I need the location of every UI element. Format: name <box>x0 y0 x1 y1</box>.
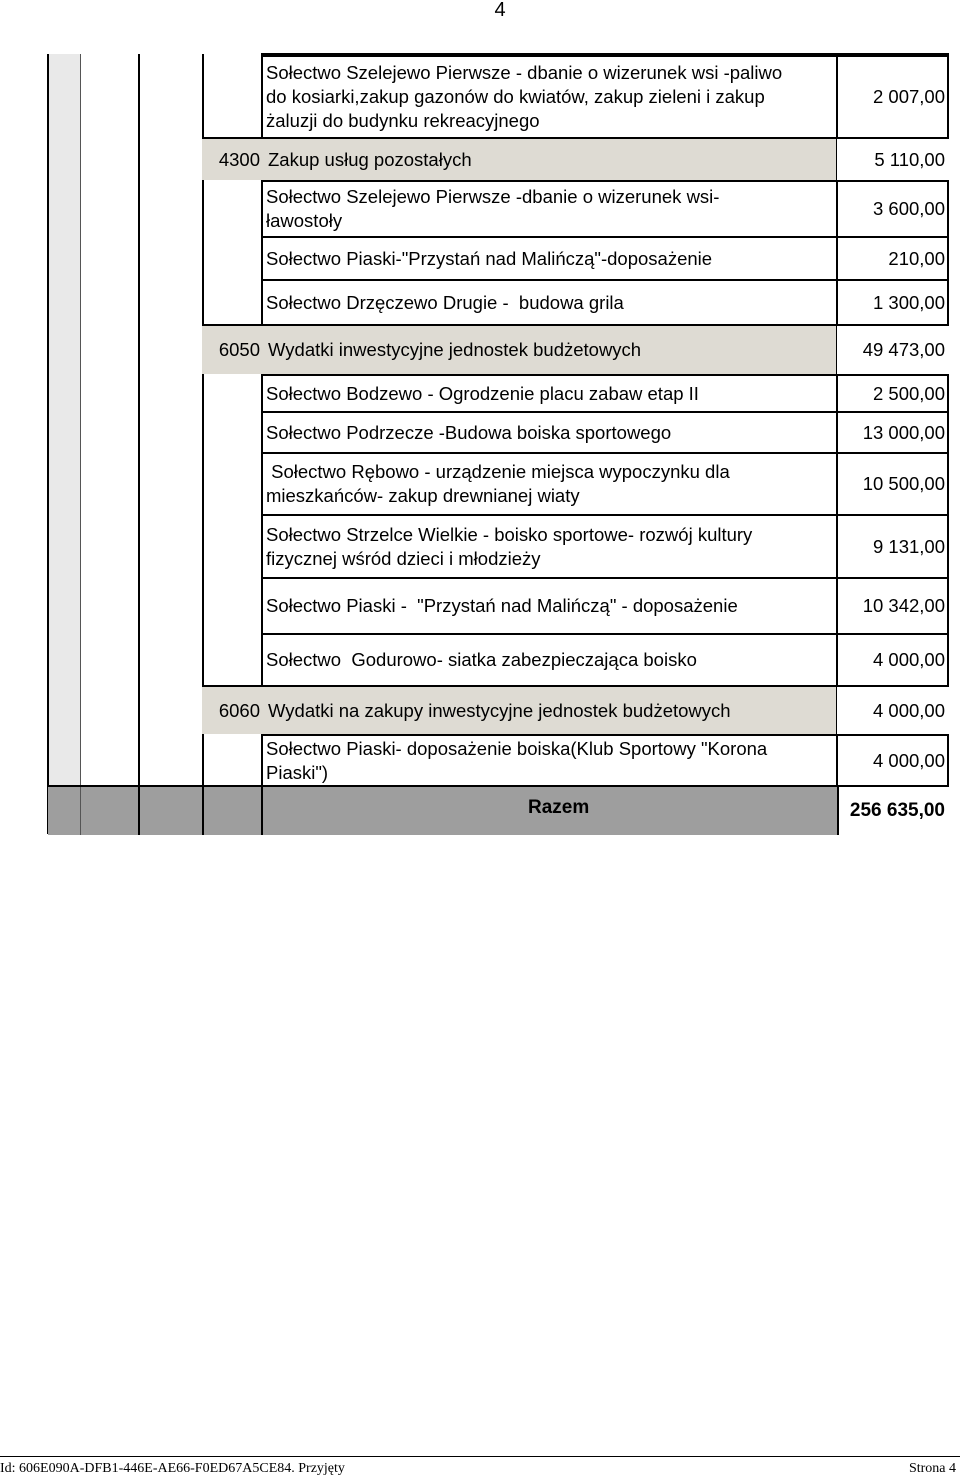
table-row <box>262 374 949 411</box>
amount-cell: 13 000,00 <box>862 421 945 443</box>
column-strip <box>48 54 81 834</box>
group-row <box>202 137 949 180</box>
group-row <box>202 685 949 734</box>
amount-cell: 210,00 <box>888 247 945 269</box>
item-description <box>262 376 837 411</box>
description-line: fizycznej wśród dzieci i młodzieży <box>266 547 541 569</box>
description-line: Piaski") <box>266 761 329 783</box>
footer-divider <box>0 1456 960 1457</box>
amount-cell: 10 500,00 <box>862 473 945 494</box>
description-line: Sołectwo Bodzewo - Ogrodzenie placu zabaw etap II <box>266 382 699 404</box>
description-line: Sołectwo Szelejewo Pierwsze - dbanie o wizerunek wsi -paliwo <box>266 62 783 83</box>
table-row <box>262 236 949 279</box>
group-description: Zakup usług pozostałych <box>268 148 472 170</box>
description-line: Sołectwo Godurowo- siatka zabezpieczająca boisko <box>266 649 697 670</box>
description-line: Sołectwo Szelejewo Pierwsze -dbanie o wizerunek wsi- <box>266 186 720 207</box>
item-description <box>262 57 837 137</box>
description-line: Sołectwo Piaski-"Przystań nad Malińczą"-doposażenie <box>266 247 713 269</box>
table-row <box>262 514 949 577</box>
description-line: Sołectwo Rębowo - urządzenie miejsca wypoczynku dla <box>266 461 730 482</box>
page-number: 4 <box>494 0 506 21</box>
classification-code: 6050 <box>218 339 260 360</box>
table-border-left <box>47 54 49 834</box>
table-row <box>262 734 949 785</box>
table-row <box>262 633 949 685</box>
amount-cell: 9 131,00 <box>872 535 945 557</box>
classification-code: 4300 <box>218 148 260 170</box>
item-description <box>262 579 837 633</box>
table-row <box>262 411 949 452</box>
table-row <box>262 55 949 137</box>
amount-cell: 49 473,00 <box>837 326 949 374</box>
amount-cell: 2 007,00 <box>872 86 945 107</box>
description-line: Sołectwo Piaski - "Przystań nad Malińczą" - doposażenie <box>266 595 738 616</box>
description-line: Sołectwo Strzelce Wielkie - boisko sportowe- rozwój kultury <box>266 523 753 545</box>
amount-cell: 1 300,00 <box>872 291 945 313</box>
amount-cell: 2 500,00 <box>872 382 945 404</box>
table-row <box>262 577 949 633</box>
table-row <box>262 452 949 514</box>
footer-id: Id: 606E090A-DFB1-446E-AE66-F0ED67A5CE84. Przyjęty <box>0 1461 345 1476</box>
description-line: do kosiarki,zakup gazonów do kwiatów, zakup zieleni i zakup <box>266 86 765 107</box>
column-divider <box>138 54 140 834</box>
table-row <box>262 279 949 324</box>
description-line: Sołectwo Drzęczewo Drugie - budowa grila <box>266 291 624 313</box>
amount-cell: 4 000,00 <box>837 687 949 734</box>
item-description <box>262 516 837 577</box>
item-description <box>262 454 837 514</box>
description-line: Sołectwo Piaski- doposażenie boiska(Klub Sportowy "Korona <box>266 737 768 759</box>
amount-cell: 4 000,00 <box>872 749 945 771</box>
group-description: Wydatki inwestycyjne jednostek budżetowych <box>268 339 642 360</box>
group-row <box>202 324 949 374</box>
description-line: ławostoły <box>266 210 343 231</box>
total-amount: 256 635,00 <box>837 787 949 835</box>
footer-page: Strona 4 <box>908 1461 956 1476</box>
item-description <box>262 736 837 785</box>
description-line: żaluzji do budynku rekreacyjnego <box>266 110 540 131</box>
total-row <box>48 785 949 835</box>
item-description <box>262 238 837 279</box>
description-line: mieszkańców- zakup drewnianej wiaty <box>266 485 580 506</box>
amount-cell: 10 342,00 <box>862 595 945 616</box>
item-description <box>262 413 837 452</box>
amount-cell: 4 000,00 <box>872 649 945 670</box>
item-description <box>262 281 837 324</box>
amount-cell: 3 600,00 <box>872 198 945 219</box>
item-description <box>262 182 837 236</box>
description-line: Sołectwo Podrzecze -Budowa boiska sportowego <box>266 421 672 443</box>
total-label: Razem <box>528 797 590 818</box>
table-row <box>262 180 949 236</box>
classification-code: 6060 <box>218 699 260 721</box>
item-description <box>262 635 837 685</box>
column-divider <box>80 54 81 834</box>
amount-cell: 5 110,00 <box>837 139 949 180</box>
group-description: Wydatki na zakupy inwestycyjne jednostek budżetowych <box>268 699 731 721</box>
